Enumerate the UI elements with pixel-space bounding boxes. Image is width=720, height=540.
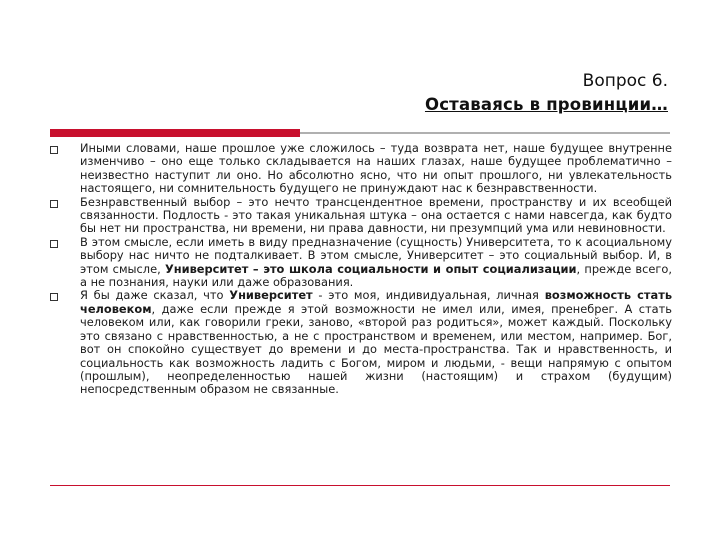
bullet-item: [50, 196, 672, 236]
text-segment: Безнравственный выбор – это нечто трансцендентное времени, пространству и их всеобщей связанности. Подлость - это такая уникальная штука – она остается с нами навсегда, как будто бы нет ни пространства, ни времени, ни права давности, ни презумпций ума или невиновности.: [80, 194, 672, 236]
bullet-text: [80, 236, 672, 290]
red-accent-bar: [50, 129, 300, 137]
bullet-marker: [50, 289, 80, 302]
top-divider: [50, 129, 670, 137]
square-bullet-icon: [50, 200, 58, 208]
bottom-divider: [50, 485, 670, 486]
bullet-marker: [50, 236, 80, 249]
bold-segment: Университет: [229, 288, 313, 303]
text-segment: , даже если прежде я этой возможности не имел или, имея, пренебрег. А стать человеком или, как говорили греки, заново, «второй раз родиться», может каждый. Поскольку это связано с нравственностью, а не с пространством и временем, или местом, например. Бог, вот он спокойно существует до времени и до места-пространства. Так и нравственность, и социальность как возможность ладить с Богом, миром и людьми, - вещи напрямую с опытом (прошлым), неопределенностью нашей жизни (настоящим) и страхом (будущим) непосредственным образом не связанные.: [80, 301, 672, 397]
text-segment: Я бы даже сказал, что: [80, 288, 230, 303]
question-number: Вопрос 6.: [582, 71, 668, 91]
square-bullet-icon: [50, 293, 58, 301]
slide-title: Оставаясь в провинции…: [424, 95, 668, 114]
square-bullet-icon: [50, 240, 58, 248]
grey-rule: [300, 132, 670, 134]
text-segment: - это моя, индивидуальная, личная: [312, 288, 545, 303]
text-segment: , прежде всего, а не познания, науки или даже образования.: [80, 261, 672, 290]
bold-segment: Университет – это школа социальности и опыт социализации: [164, 261, 577, 276]
title-block: [425, 70, 668, 116]
bullet-marker: [50, 196, 80, 209]
bold-segment: возможность стать человеком: [80, 288, 673, 316]
bullet-item: [50, 289, 672, 396]
bullet-list: [50, 142, 672, 397]
bullet-text: [80, 142, 672, 196]
bullet-text: [80, 196, 672, 236]
text-segment: Иными словами, наше прошлое уже сложилось – туда возврата нет, наше будущее внутренне изменчиво – оно еще только складывается на наших глазах, наше будущее проблематично – неизвестно наступит ли оно. Но абсолютно ясно, что ни опыт прошлого, ни увлекательность настоящего, ни сомнительность будущего не принуждают нас к безнравственности.: [80, 141, 672, 196]
text-segment: В этом смысле, если иметь в виду предназначение (сущность) Университета, то к асоциальному выбору нас ничто не подталкивает. В этом смысле, Университет – это социальный выбор. И, в этом смысле,: [80, 234, 672, 276]
bullet-item: [50, 236, 672, 290]
square-bullet-icon: [50, 146, 58, 154]
bullet-marker: [50, 142, 80, 155]
bullet-text: [80, 289, 672, 396]
bullet-item: [50, 142, 672, 196]
